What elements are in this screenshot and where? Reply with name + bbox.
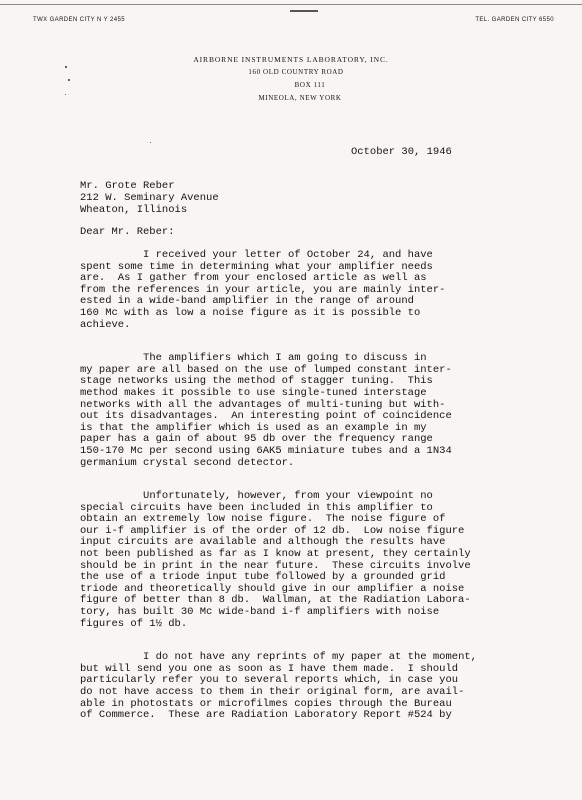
company-name: AIRBORNE INSTRUMENTS LABORATORY, INC. [193, 55, 389, 64]
company-city: MINEOLA, NEW YORK [258, 94, 342, 102]
company-box: BOX 111 [294, 81, 326, 89]
recipient-line: Wheaton, Illinois [80, 204, 188, 216]
body-paragraph: I received your letter of October 24, and have spent some time in determining what your amplifier needs are. As I gather from your enclosed article as well as from the references in your article, you are mainly inter- ested in a wide-band amplifier in the range of around 160 Mc with as low a noise figure as it is possible to achieve. [80, 249, 446, 331]
body-paragraph: Unfortunately, however, from your viewpoint no special circuits have been included in this amplifier to obtain an extremely low noise figure. The noise figure of our i-f amplifier is of the order of 12 db. Low noise figure input circuits are available and although the results have not been published as far as I know at present, they certainly should be in print in the near future. These circuits involve the use of a triode input tube followed by a grounded grid triode and theoretically should give in our amplifier a noise figure of better than 8 db. Wallman, at the Radiation Labora- tory, has built 30 Mc wide-band i-f amplifiers with noise figures of 1½ db. [80, 490, 471, 630]
letterhead [0, 53, 582, 105]
company-address: 160 OLD COUNTRY ROAD [248, 68, 344, 76]
recipient-line: 212 W. Seminary Avenue [80, 192, 219, 204]
twx-number: TWX GARDEN CITY N Y 2455 [33, 17, 125, 23]
letter-body [80, 250, 560, 744]
salutation: Dear Mr. Reber: [80, 226, 175, 238]
body-paragraph: I do not have any reprints of my paper at the moment, but will send you one as soon as I have them made. I should particularly refer you to several reports which, in case you do not have access to them in their original form, are avail- able in photostats or microfilmes copies through the Bureau of Commerce. These are Radiation Laboratory Report #524 by [80, 651, 477, 722]
top-edge-line [0, 4, 582, 5]
telephone-number: TEL. GARDEN CITY 6550 [475, 17, 554, 23]
body-paragraph: The amplifiers which I am going to discuss in my paper are all based on the use of lumped constant inter- stage networks using the method of stagger tuning. This method makes it possible to use single-tuned interstage networks with all the advantages of multi-tuning but with- out its disadvantages. An interesting point of coincidence is that the amplifier which is used as an example in my paper has a gain of about 95 db over the frequency range 150-170 Mc per second using 6AK5 miniature tubes and a 1N34 germanium crystal second detector. [80, 352, 452, 469]
top-mark [290, 10, 318, 12]
letter-date: October 30, 1946 [351, 146, 452, 158]
recipient-address [80, 180, 219, 216]
recipient-line: Mr. Grote Reber [80, 180, 175, 192]
